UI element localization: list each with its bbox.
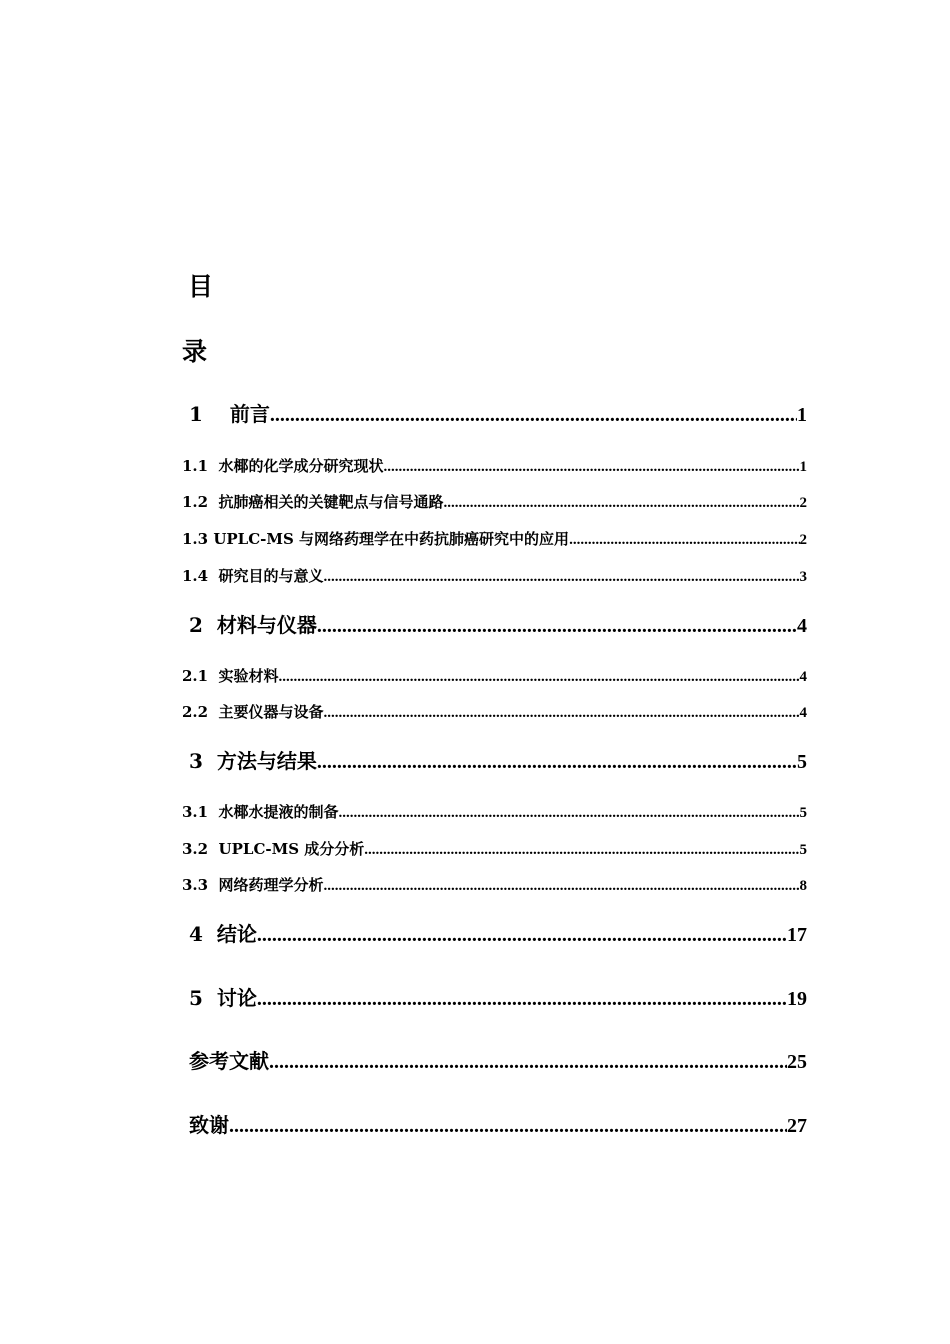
toc-leader-dots <box>324 567 800 587</box>
toc-leader-dots <box>317 614 797 638</box>
toc-leader-dots <box>317 750 797 774</box>
toc-entry-1[interactable] <box>189 402 807 427</box>
toc-entry-1-3[interactable] <box>182 529 807 550</box>
toc-leader-dots <box>257 923 787 947</box>
toc-entry-label: 5 讨论 <box>189 986 257 1010</box>
toc-entry-label: 3.1 水椰水提液的制备 <box>182 803 339 821</box>
toc-leader-dots <box>384 457 800 477</box>
toc-entry-page: 27 <box>787 1115 807 1137</box>
toc-entry-page: 4 <box>799 669 807 685</box>
toc-entry-label: 2 材料与仪器 <box>189 613 317 637</box>
toc-entry-page: 2 <box>799 532 807 548</box>
toc-entry-label: 3 方法与结果 <box>189 749 317 773</box>
toc-entry-page: 25 <box>787 1051 807 1073</box>
toc-entry-3-1[interactable] <box>182 802 807 823</box>
toc-leader-dots <box>257 987 787 1011</box>
toc-entry-page: 1 <box>799 459 807 475</box>
toc-entry-references[interactable] <box>189 1049 807 1074</box>
toc-entry-page: 5 <box>797 751 807 773</box>
toc-leader-dots <box>444 493 800 513</box>
toc-entry-label: 参考文献 <box>189 1049 269 1073</box>
toc-entry-1-1[interactable] <box>182 456 807 477</box>
toc-entry-1-4[interactable] <box>182 566 807 587</box>
toc-entry-5[interactable] <box>189 986 807 1011</box>
toc-entry-page: 8 <box>799 878 807 894</box>
toc-entry-label: 3.3 网络药理学分析 <box>182 876 324 894</box>
toc-leader-dots <box>279 667 800 687</box>
toc-entry-label: 1.4 研究目的与意义 <box>182 567 324 585</box>
toc-entry-2-2[interactable] <box>182 702 807 723</box>
toc-entry-page: 4 <box>799 705 807 721</box>
toc-leader-dots <box>270 403 797 427</box>
toc-entry-label: 1 前言 <box>189 402 270 426</box>
toc-entry-label: 致谢 <box>189 1113 229 1137</box>
toc-entry-label: 2.1 实验材料 <box>182 667 279 685</box>
toc-entry-label: 1.1 水椰的化学成分研究现状 <box>182 457 384 475</box>
toc-leader-dots <box>569 530 799 550</box>
toc-entry-page: 5 <box>799 805 807 821</box>
toc-entry-page: 17 <box>787 924 807 946</box>
toc-entry-3-2[interactable] <box>182 839 807 860</box>
toc-entry-page: 5 <box>799 842 807 858</box>
toc-entry-label: 1.3 UPLC-MS 与网络药理学在中药抗肺癌研究中的应用 <box>182 530 570 548</box>
toc-title-char-2: 录 <box>182 337 208 366</box>
toc-entry-2[interactable] <box>189 613 807 638</box>
toc-entry-label: 1.2 抗肺癌相关的关键靶点与信号通路 <box>182 493 444 511</box>
toc-leader-dots <box>339 803 800 823</box>
toc-title-char-1: 目 <box>188 272 214 301</box>
toc-entry-2-1[interactable] <box>182 666 807 687</box>
toc-entry-1-2[interactable] <box>182 492 807 513</box>
toc-leader-dots <box>269 1050 787 1074</box>
toc-leader-dots <box>324 703 800 723</box>
toc-entry-acknowledgements[interactable] <box>189 1113 807 1138</box>
toc-entry-label: 4 结论 <box>189 922 257 946</box>
toc-entry-3[interactable] <box>189 749 807 774</box>
toc-entry-page: 1 <box>797 404 807 426</box>
toc-entry-label: 3.2 UPLC-MS 成分分析 <box>182 840 365 858</box>
toc-entry-3-3[interactable] <box>182 875 807 896</box>
toc-leader-dots <box>324 876 800 896</box>
toc-entry-page: 19 <box>787 988 807 1010</box>
toc-entry-page: 3 <box>799 569 807 585</box>
toc-leader-dots <box>229 1114 787 1138</box>
toc-entry-page: 2 <box>799 495 807 511</box>
toc-entry-page: 4 <box>797 615 807 637</box>
toc-leader-dots <box>364 840 799 860</box>
toc-entry-4[interactable] <box>189 922 807 947</box>
toc-entry-label: 2.2 主要仪器与设备 <box>182 703 324 721</box>
